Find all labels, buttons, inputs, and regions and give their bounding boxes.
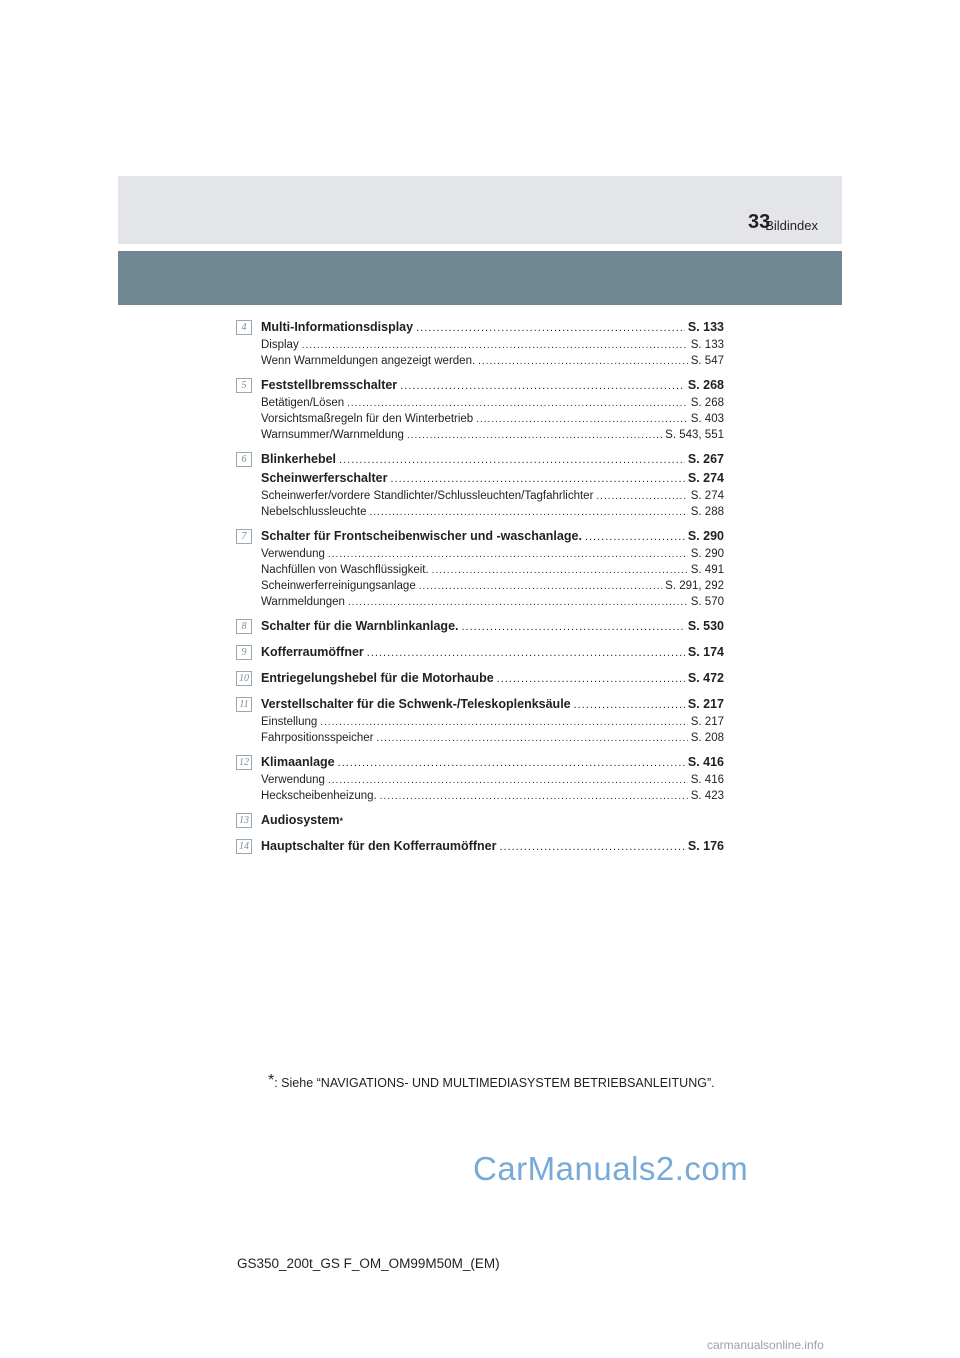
leader-dots [380,789,688,805]
index-sub-item[interactable] [261,772,724,788]
index-sub-item[interactable] [261,411,724,427]
index-main-item[interactable] [261,669,724,688]
item-title: Betätigen/Lösen [261,397,345,409]
footnote-text: : Siehe “NAVIGATIONS- UND MULTIMEDIASYSTEM BETRIEBSANLEITUNG”. [274,1076,715,1090]
page-reference: S. 416 [687,755,724,769]
page-reference: S. 530 [687,619,724,633]
item-title: Wenn Warnmeldungen angezeigt werden. [261,355,476,367]
item-title: Einstellung [261,716,318,728]
page-reference: S. 547 [690,355,724,367]
callout-number-badge: 4 [236,320,252,335]
header-band [118,176,842,244]
index-main-item[interactable] [261,318,724,337]
item-title: Blinkerhebel [261,452,337,466]
leader-dots [328,773,688,789]
page-reference: S. 290 [690,548,724,560]
page-reference: S. 423 [690,790,724,802]
index-sub-item[interactable] [261,714,724,730]
leader-dots [302,338,688,354]
index-entry [236,450,724,520]
index-sub-item[interactable] [261,788,724,804]
page-reference: S. 290 [687,529,724,543]
item-title: Warnsummer/Warnmeldung [261,429,404,441]
leader-dots [367,644,685,663]
leader-dots [462,618,685,637]
item-title: Schalter für Frontscheibenwischer und -waschanlage. [261,529,582,543]
item-title: Heckscheibenheizung. [261,790,377,802]
leader-dots [478,354,688,370]
item-title: Scheinwerferschalter [261,471,388,485]
index-entry [236,617,724,636]
index-main-item[interactable] [261,695,724,714]
index-sub-item[interactable] [261,594,724,610]
leader-dots [390,470,684,489]
page-number: 33 [748,211,771,233]
callout-number-badge: 6 [236,452,252,467]
item-title: Verwendung [261,774,325,786]
callout-number-badge: 14 [236,839,252,854]
page-reference: S. 472 [687,671,724,685]
item-title: Warnmeldungen [261,596,345,608]
index-sub-item[interactable] [261,488,724,504]
leader-dots [432,563,688,579]
leader-dots [407,428,662,444]
index-main-item[interactable] [261,527,724,546]
page-reference: S. 268 [687,378,724,392]
callout-number-badge: 10 [236,671,252,686]
item-title: Verwendung [261,548,325,560]
callout-number-badge: 5 [236,378,252,393]
index-sub-item[interactable] [261,504,724,520]
leader-dots [596,489,687,505]
leader-dots [328,547,688,563]
leader-dots [419,579,662,595]
index-main-item[interactable] [261,643,724,662]
leader-dots [369,505,687,521]
index-entry [236,376,724,443]
leader-dots [338,754,685,773]
leader-dots [416,319,685,338]
index-main-item[interactable] [261,837,724,856]
page-reference: S. 133 [687,320,724,334]
footnote-mark: * [268,1072,275,1089]
page-reference: S. 403 [690,413,724,425]
index-entry [236,811,724,830]
index-main-item[interactable] [261,469,724,488]
item-title: Vorsichtsmaßregeln für den Winterbetrieb [261,413,474,425]
index-main-item[interactable] [261,376,724,395]
leader-dots [400,377,685,396]
page-reference: S. 491 [690,564,724,576]
index-main-item[interactable] [261,617,724,636]
item-title: Nebelschlussleuchte [261,506,367,518]
site-url: carmanualsonline.info [707,1338,824,1352]
index-entry [236,527,724,610]
index-sub-item[interactable] [261,427,724,443]
item-title: Display [261,339,299,351]
item-title: Multi-Informationsdisplay [261,320,414,334]
page-reference: S. 570 [690,596,724,608]
leader-dots [347,396,688,412]
leader-dots [339,451,685,470]
index-entry [236,695,724,746]
page-reference: S. 217 [690,716,724,728]
page-reference: S. 267 [687,452,724,466]
index-entry [236,837,724,856]
callout-number-badge: 11 [236,697,252,712]
document-code: GS350_200t_GS F_OM_OM99M50M_(EM) [237,1256,500,1271]
index-sub-item[interactable] [261,730,724,746]
page-reference: S. 288 [690,506,724,518]
item-title: Nachfüllen von Waschflüssigkeit. [261,564,429,576]
leader-dots [476,412,688,428]
index-sub-item[interactable] [261,395,724,411]
leader-dots [497,670,685,689]
page-reference: S. 208 [690,732,724,744]
item-title: Schalter für die Warnblinkanlage. [261,619,459,633]
index-entry [236,643,724,662]
leader-dots [348,595,688,611]
index-main-item[interactable] [261,753,724,772]
item-title: Scheinwerferreinigungsanlage [261,580,416,592]
index-entry [236,318,724,369]
watermark-logo: CarManuals2.com [473,1150,749,1187]
item-title: Klimaanlage [261,755,335,769]
callout-number-badge: 13 [236,813,252,828]
leader-dots [320,715,687,731]
leader-dots [574,696,685,715]
leader-dots [499,838,684,857]
index-entry [236,753,724,804]
callout-number-badge: 12 [236,755,252,770]
item-title: Hauptschalter für den Kofferraumöffner [261,839,497,853]
index-entry [236,669,724,688]
item-title: Fahrpositionsspeicher [261,732,374,744]
page-reference: S. 416 [690,774,724,786]
item-title: Kofferraumöffner [261,645,364,659]
index-main-item[interactable] [261,450,724,469]
index-sub-item[interactable] [261,337,724,353]
item-title: Verstellschalter für die Schwenk-/Teleskoplenksäule [261,697,571,711]
index-sub-item[interactable] [261,578,724,594]
item-title: Entriegelungshebel für die Motorhaube [261,671,494,685]
index-main-item[interactable]: Audiosystem * [261,811,724,830]
page-reference: S. 176 [687,839,724,853]
item-title: Scheinwerfer/vordere Standlichter/Schlussleuchten/Tagfahrlichter [261,490,594,502]
page-reference: S. 274 [687,471,724,485]
page-reference: S. 217 [687,697,724,711]
leader-dots [585,528,685,547]
callout-number-badge: 8 [236,619,252,634]
footnote [268,1072,715,1090]
index-sub-item[interactable] [261,353,724,369]
item-title: Feststellbremsschalter [261,378,398,392]
leader-dots [377,731,688,747]
header-bar [118,251,842,305]
page-reference: S. 174 [687,645,724,659]
callout-number-badge: 7 [236,529,252,544]
page-reference: S. 291, 292 [665,580,724,592]
page-reference: S. 268 [690,397,724,409]
index-list [236,318,724,863]
page-reference: S. 543, 551 [665,429,724,441]
index-sub-item[interactable] [261,546,724,562]
section-title: Bildindex [765,218,818,233]
page-reference: S. 133 [690,339,724,351]
item-title: Audiosystem [261,813,340,827]
page-reference: S. 274 [690,490,724,502]
index-sub-item[interactable] [261,562,724,578]
callout-number-badge: 9 [236,645,252,660]
